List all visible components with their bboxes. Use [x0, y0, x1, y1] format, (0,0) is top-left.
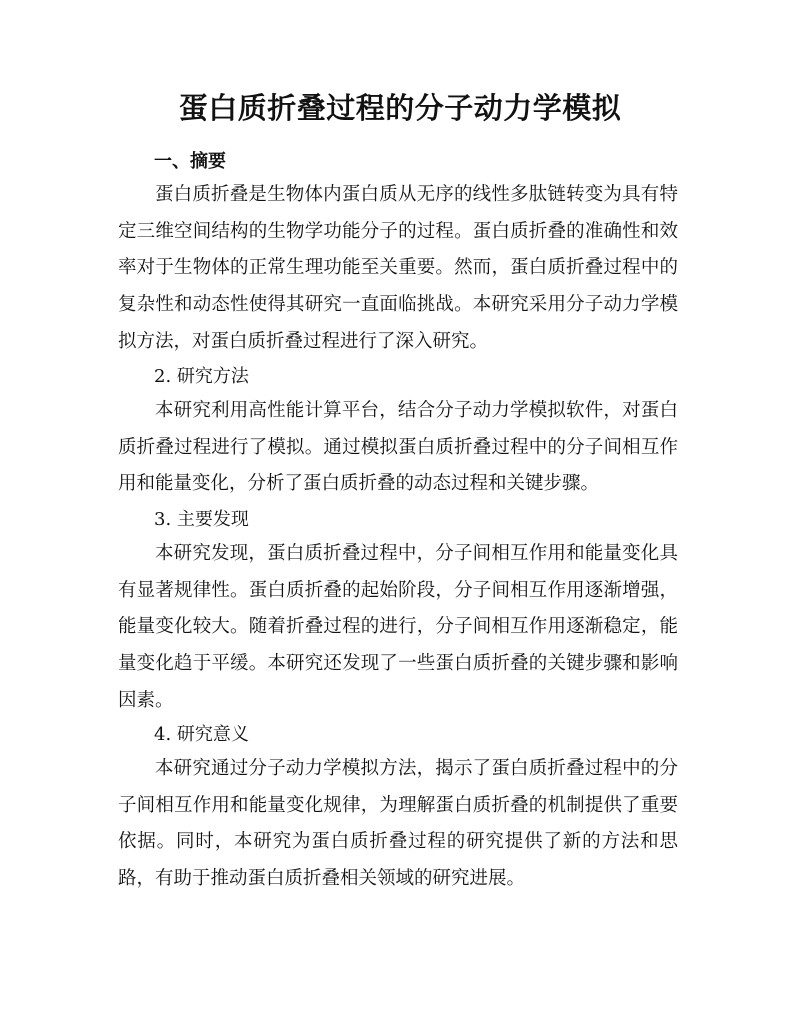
section-body-significance: 本研究通过分子动力学模拟方法，揭示了蛋白质折叠过程中的分子间相互作用和能量变化规律，为理解蛋白质折叠的机制提供了重要依据。同时，本研究为蛋白质折叠过程的研究提供了新的方法和思路，有助于推动蛋白质折叠相关领域的研究进展。 [118, 758, 678, 890]
section-heading-findings: 3. 主要发现 [154, 509, 249, 530]
section-body-methods: 本研究利用高性能计算平台，结合分子动力学模拟软件，对蛋白质折叠过程进行了模拟。通过模拟蛋白质折叠过程中的分子间相互作用和能量变化，分析了蛋白质折叠的动态过程和关键步骤。 [118, 400, 678, 495]
section-body-findings: 本研究发现，蛋白质折叠过程中，分子间相互作用和能量变化具有显著规律性。蛋白质折叠的起始阶段，分子间相互作用逐渐增强，能量变化较大。随着折叠过程的进行，分子间相互作用逐渐稳定，能量变化趋于平缓。本研究还发现了一些蛋白质折叠的关键步骤和影响因素。 [118, 543, 678, 711]
section-heading-abstract: 一、摘要 [154, 151, 226, 172]
section-heading-significance: 4. 研究意义 [154, 724, 249, 745]
section-body-abstract: 蛋白质折叠是生物体内蛋白质从无序的线性多肽链转变为具有特定三维空间结构的生物学功能分子的过程。蛋白质折叠的准确性和效率对于生物体的正常生理功能至关重要。然而，蛋白质折叠过程中的复杂性和动态性使得其研究一直面临挑战。本研究采用分子动力学模拟方法，对蛋白质折叠过程进行了深入研究。 [118, 184, 678, 352]
section-heading-methods: 2. 研究方法 [154, 366, 249, 387]
document-title: 蛋白质折叠过程的分子动力学模拟 [178, 91, 622, 125]
